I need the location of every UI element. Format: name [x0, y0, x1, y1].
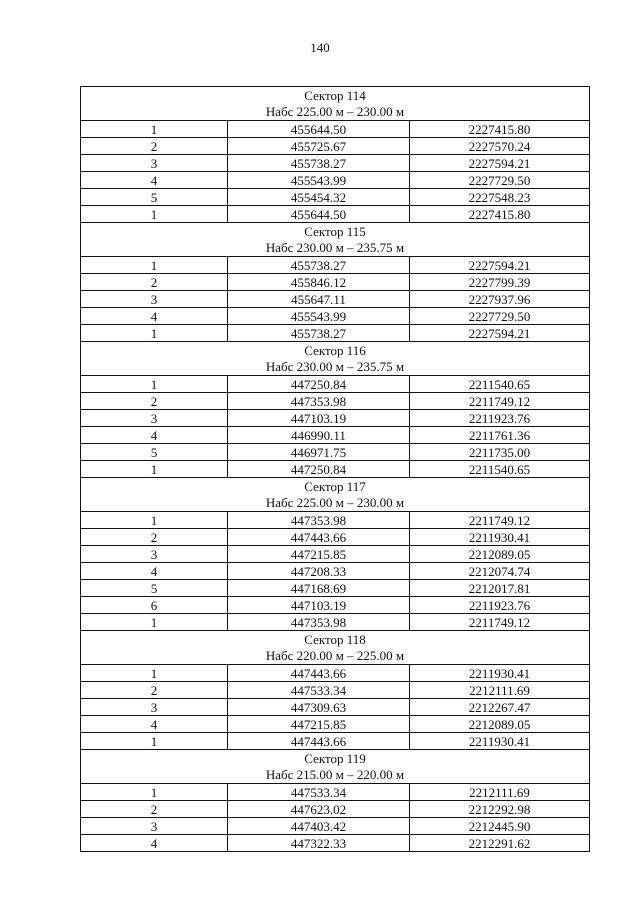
coordinates-table-body [81, 87, 590, 852]
table-row [81, 580, 590, 597]
table-row [81, 308, 590, 325]
sector-header-cell [81, 87, 590, 121]
point-number-cell: 5 [81, 444, 228, 461]
y-coordinate-cell: 2212291.62 [410, 835, 590, 852]
x-coordinate-cell: 446990.11 [228, 427, 410, 444]
x-coordinate-cell: 455738.27 [228, 325, 410, 342]
y-coordinate-cell: 2212445.90 [410, 818, 590, 835]
x-coordinate-cell: 447353.98 [228, 512, 410, 529]
x-coordinate-cell: 447353.98 [228, 614, 410, 631]
x-coordinate-cell: 447443.66 [228, 733, 410, 750]
x-coordinate-cell: 455644.50 [228, 206, 410, 223]
point-number-cell: 2 [81, 138, 228, 155]
table-row [81, 410, 590, 427]
table-row [81, 393, 590, 410]
point-number-cell: 3 [81, 546, 228, 563]
point-number-cell: 4 [81, 716, 228, 733]
y-coordinate-cell: 2227594.21 [410, 155, 590, 172]
sector-header-row [81, 631, 590, 665]
sector-header-row [81, 87, 590, 121]
point-number-cell: 6 [81, 597, 228, 614]
y-coordinate-cell: 2212267.47 [410, 699, 590, 716]
table-row [81, 801, 590, 818]
sector-title: Сектор 119 [304, 750, 366, 766]
x-coordinate-cell: 447250.84 [228, 461, 410, 478]
point-number-cell: 3 [81, 291, 228, 308]
y-coordinate-cell: 2212292.98 [410, 801, 590, 818]
y-coordinate-cell: 2227729.50 [410, 172, 590, 189]
y-coordinate-cell: 2211540.65 [410, 376, 590, 393]
sector-header-cell [81, 223, 590, 257]
y-coordinate-cell: 2227415.80 [410, 206, 590, 223]
y-coordinate-cell: 2227729.50 [410, 308, 590, 325]
x-coordinate-cell: 447215.85 [228, 546, 410, 563]
y-coordinate-cell: 2211749.12 [410, 512, 590, 529]
x-coordinate-cell: 455738.27 [228, 257, 410, 274]
sector-title: Сектор 117 [304, 478, 366, 494]
point-number-cell: 1 [81, 733, 228, 750]
y-coordinate-cell: 2211540.65 [410, 461, 590, 478]
y-coordinate-cell: 2211923.76 [410, 597, 590, 614]
x-coordinate-cell: 447309.63 [228, 699, 410, 716]
sector-header-row [81, 750, 590, 784]
x-coordinate-cell: 447533.34 [228, 784, 410, 801]
y-coordinate-cell: 2211761.36 [410, 427, 590, 444]
table-row [81, 665, 590, 682]
table-row [81, 121, 590, 138]
y-coordinate-cell: 2227570.24 [410, 138, 590, 155]
x-coordinate-cell: 446971.75 [228, 444, 410, 461]
sector-header-cell [81, 750, 590, 784]
point-number-cell: 3 [81, 410, 228, 427]
page-number: 140 [310, 40, 330, 55]
x-coordinate-cell: 447322.33 [228, 835, 410, 852]
point-number-cell: 4 [81, 308, 228, 325]
table-row [81, 274, 590, 291]
y-coordinate-cell: 2211930.41 [410, 529, 590, 546]
y-coordinate-cell: 2227594.21 [410, 325, 590, 342]
sector-height-range: Набс 225.00 м – 230.00 м [265, 103, 405, 119]
y-coordinate-cell: 2227415.80 [410, 121, 590, 138]
x-coordinate-cell: 455543.99 [228, 172, 410, 189]
sector-header-cell [81, 342, 590, 376]
sector-height-range: Набс 220.00 м – 225.00 м [265, 647, 405, 663]
x-coordinate-cell: 447623.02 [228, 801, 410, 818]
point-number-cell: 1 [81, 665, 228, 682]
point-number-cell: 1 [81, 376, 228, 393]
y-coordinate-cell: 2211749.12 [410, 393, 590, 410]
table-row [81, 206, 590, 223]
y-coordinate-cell: 2212017.81 [410, 580, 590, 597]
table-row [81, 835, 590, 852]
sector-height-range: Набс 225.00 м – 230.00 м [265, 494, 405, 510]
table-row [81, 597, 590, 614]
x-coordinate-cell: 447215.85 [228, 716, 410, 733]
table-row [81, 716, 590, 733]
table-row [81, 444, 590, 461]
table-row [81, 529, 590, 546]
x-coordinate-cell: 447208.33 [228, 563, 410, 580]
table-row [81, 325, 590, 342]
table-row [81, 699, 590, 716]
y-coordinate-cell: 2211749.12 [410, 614, 590, 631]
table-row [81, 563, 590, 580]
sector-title: Сектор 114 [304, 87, 366, 103]
sector-header-row [81, 342, 590, 376]
x-coordinate-cell: 447403.42 [228, 818, 410, 835]
table-row [81, 784, 590, 801]
sector-height-range: Набс 230.00 м – 235.75 м [265, 358, 405, 374]
sector-title: Сектор 116 [304, 342, 366, 358]
point-number-cell: 5 [81, 580, 228, 597]
sector-header-row [81, 478, 590, 512]
x-coordinate-cell: 447353.98 [228, 393, 410, 410]
point-number-cell: 4 [81, 427, 228, 444]
point-number-cell: 5 [81, 189, 228, 206]
point-number-cell: 4 [81, 172, 228, 189]
table-row [81, 733, 590, 750]
table-row [81, 512, 590, 529]
table-row [81, 291, 590, 308]
x-coordinate-cell: 447443.66 [228, 529, 410, 546]
table-row [81, 155, 590, 172]
y-coordinate-cell: 2227548.23 [410, 189, 590, 206]
point-number-cell: 3 [81, 155, 228, 172]
sector-header-cell [81, 478, 590, 512]
table-row [81, 614, 590, 631]
point-number-cell: 2 [81, 529, 228, 546]
point-number-cell: 1 [81, 614, 228, 631]
y-coordinate-cell: 2211735.00 [410, 444, 590, 461]
point-number-cell: 2 [81, 801, 228, 818]
table-row [81, 172, 590, 189]
point-number-cell: 3 [81, 699, 228, 716]
sector-header-cell [81, 631, 590, 665]
y-coordinate-cell: 2212089.05 [410, 716, 590, 733]
point-number-cell: 3 [81, 818, 228, 835]
y-coordinate-cell: 2227594.21 [410, 257, 590, 274]
x-coordinate-cell: 455846.12 [228, 274, 410, 291]
sector-height-range: Набс 230.00 м – 235.75 м [265, 239, 405, 255]
x-coordinate-cell: 447250.84 [228, 376, 410, 393]
y-coordinate-cell: 2212074.74 [410, 563, 590, 580]
x-coordinate-cell: 447103.19 [228, 410, 410, 427]
y-coordinate-cell: 2227799.39 [410, 274, 590, 291]
x-coordinate-cell: 455644.50 [228, 121, 410, 138]
table-row [81, 546, 590, 563]
point-number-cell: 2 [81, 393, 228, 410]
point-number-cell: 1 [81, 206, 228, 223]
x-coordinate-cell: 447443.66 [228, 665, 410, 682]
table-row [81, 682, 590, 699]
y-coordinate-cell: 2211930.41 [410, 665, 590, 682]
point-number-cell: 1 [81, 784, 228, 801]
x-coordinate-cell: 455454.32 [228, 189, 410, 206]
point-number-cell: 4 [81, 835, 228, 852]
sector-header-row [81, 223, 590, 257]
point-number-cell: 1 [81, 325, 228, 342]
x-coordinate-cell: 447103.19 [228, 597, 410, 614]
y-coordinate-cell: 2211930.41 [410, 733, 590, 750]
table-row [81, 818, 590, 835]
sector-title: Сектор 115 [304, 223, 366, 239]
x-coordinate-cell: 455725.67 [228, 138, 410, 155]
point-number-cell: 1 [81, 121, 228, 138]
y-coordinate-cell: 2212111.69 [410, 682, 590, 699]
point-number-cell: 2 [81, 682, 228, 699]
point-number-cell: 4 [81, 563, 228, 580]
x-coordinate-cell: 455543.99 [228, 308, 410, 325]
y-coordinate-cell: 2211923.76 [410, 410, 590, 427]
y-coordinate-cell: 2227937.96 [410, 291, 590, 308]
x-coordinate-cell: 447168.69 [228, 580, 410, 597]
table-row [81, 189, 590, 206]
point-number-cell: 1 [81, 512, 228, 529]
y-coordinate-cell: 2212089.05 [410, 546, 590, 563]
sector-title: Сектор 118 [304, 631, 366, 647]
table-row [81, 427, 590, 444]
coordinates-table [80, 86, 590, 852]
table-row [81, 461, 590, 478]
point-number-cell: 1 [81, 257, 228, 274]
table-row [81, 257, 590, 274]
x-coordinate-cell: 447533.34 [228, 682, 410, 699]
point-number-cell: 1 [81, 461, 228, 478]
x-coordinate-cell: 455647.11 [228, 291, 410, 308]
point-number-cell: 2 [81, 274, 228, 291]
table-row [81, 138, 590, 155]
table-row [81, 376, 590, 393]
x-coordinate-cell: 455738.27 [228, 155, 410, 172]
y-coordinate-cell: 2212111.69 [410, 784, 590, 801]
sector-height-range: Набс 215.00 м – 220.00 м [265, 766, 405, 782]
